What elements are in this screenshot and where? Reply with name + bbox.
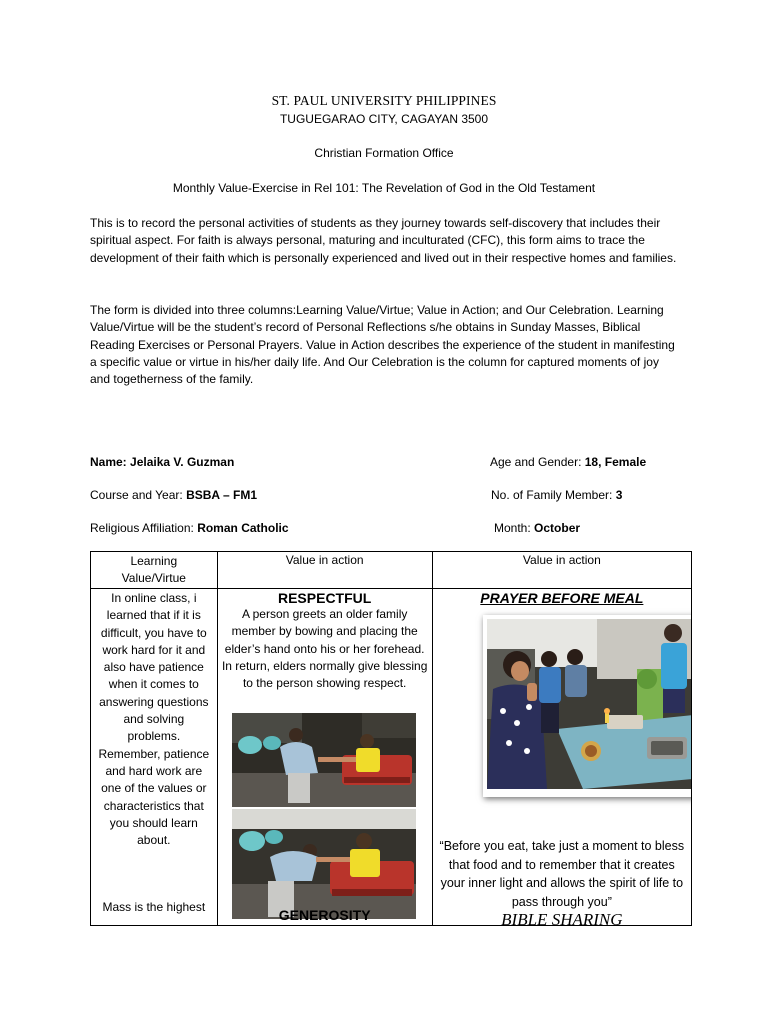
respectful-title: RESPECTFUL xyxy=(277,590,372,606)
respectful-text: A person greets an older family member by bowing and placing the elder’s hand onto his or her forehead. In return, elders normally give blessing to the person showing respect. xyxy=(221,607,428,691)
age-gender-label: Age and Gender: xyxy=(490,455,582,469)
respectful-cell xyxy=(217,589,432,926)
greeting-photo-1-illustration xyxy=(232,713,416,807)
value-log-table xyxy=(90,551,692,926)
month-label: Month: xyxy=(494,521,531,535)
family-field xyxy=(491,488,622,502)
prayer-quote: “Before you eat, take just a moment to bless that food and to remember that it creates your inner light and allows the spirit of life to pass through you” xyxy=(439,839,685,909)
age-gender-value: 18, Female xyxy=(584,455,647,469)
header-value-in-action-2: Value in action xyxy=(432,552,691,589)
religion-label: Religious Affiliation: xyxy=(90,521,194,535)
religion-value: Roman Catholic xyxy=(197,521,289,535)
religion-field xyxy=(90,521,289,535)
family-label: No. of Family Member: xyxy=(491,488,613,502)
university-address: TUGUEGARAO CITY, CAGAYAN 3500 xyxy=(279,112,489,126)
header-value-in-action: Value in action xyxy=(217,552,432,589)
family-value: 3 xyxy=(615,488,623,502)
prayer-cell xyxy=(432,589,691,926)
exercise-title: Monthly Value-Exercise in Rel 101: The Revelation of God in the Old Testament xyxy=(172,181,596,195)
age-gender-field xyxy=(490,455,646,469)
greeting-photo-2-illustration xyxy=(232,809,416,919)
greeting-photo-2 xyxy=(232,809,416,919)
learning-cell xyxy=(91,589,218,926)
header-learning: Learning Value/Virtue xyxy=(91,552,218,589)
prayer-title: PRAYER BEFORE MEAL xyxy=(480,590,644,606)
course-value: BSBA – FM1 xyxy=(186,488,257,502)
prayer-photo-illustration xyxy=(483,615,691,797)
name-field xyxy=(90,455,234,469)
name-value: Jelaika V. Guzman xyxy=(130,455,235,469)
intro-paragraph-2: The form is divided into three columns:Learning Value/Virtue; Value in Action; and Our Celebration. Learning Value/Virtue will be the student’s record of Personal Reflections s/he obtains in Sunday Masses, Biblical Reading Exercises or Personal Prayers. Value in Action describes the experience of the student in manifesting a specific value or virtue in his/her daily life. And Our Celebration is the column for captured moments of joy and togetherness of the family. xyxy=(90,303,675,387)
table-header-row xyxy=(91,552,692,589)
learning-text: In online class, i learned that if it is difficult, you have to work hard for it and also have patience when it comes to answering questions and solving problems. Remember, patience and hard work are one of the values or characteristics that you should learn about. xyxy=(98,591,210,848)
generosity-title: GENEROSITY xyxy=(278,907,371,923)
office-name: Christian Formation Office xyxy=(314,146,454,160)
greeting-photo-1 xyxy=(232,713,416,807)
intro-paragraph-1: This is to record the personal activities of students as they journey towards self-discovery that includes their spiritual aspect. For faith is always personal, maturing and inculturated (CFC), this form aims to trace the development of their faith which is personally experienced and lived out in their respective homes and families. xyxy=(90,216,677,265)
name-label: Name: xyxy=(90,455,127,469)
bible-sharing-title: BIBLE SHARING xyxy=(501,910,623,925)
month-value: October xyxy=(534,521,581,535)
learning-text-continued: Mass is the highest xyxy=(102,900,206,914)
university-name: ST. PAUL UNIVERSITY PHILIPPINES xyxy=(271,93,497,108)
prayer-photo xyxy=(483,615,691,797)
course-label: Course and Year: xyxy=(90,488,183,502)
course-field xyxy=(90,488,257,502)
table-row xyxy=(91,589,692,926)
month-field xyxy=(494,521,580,535)
